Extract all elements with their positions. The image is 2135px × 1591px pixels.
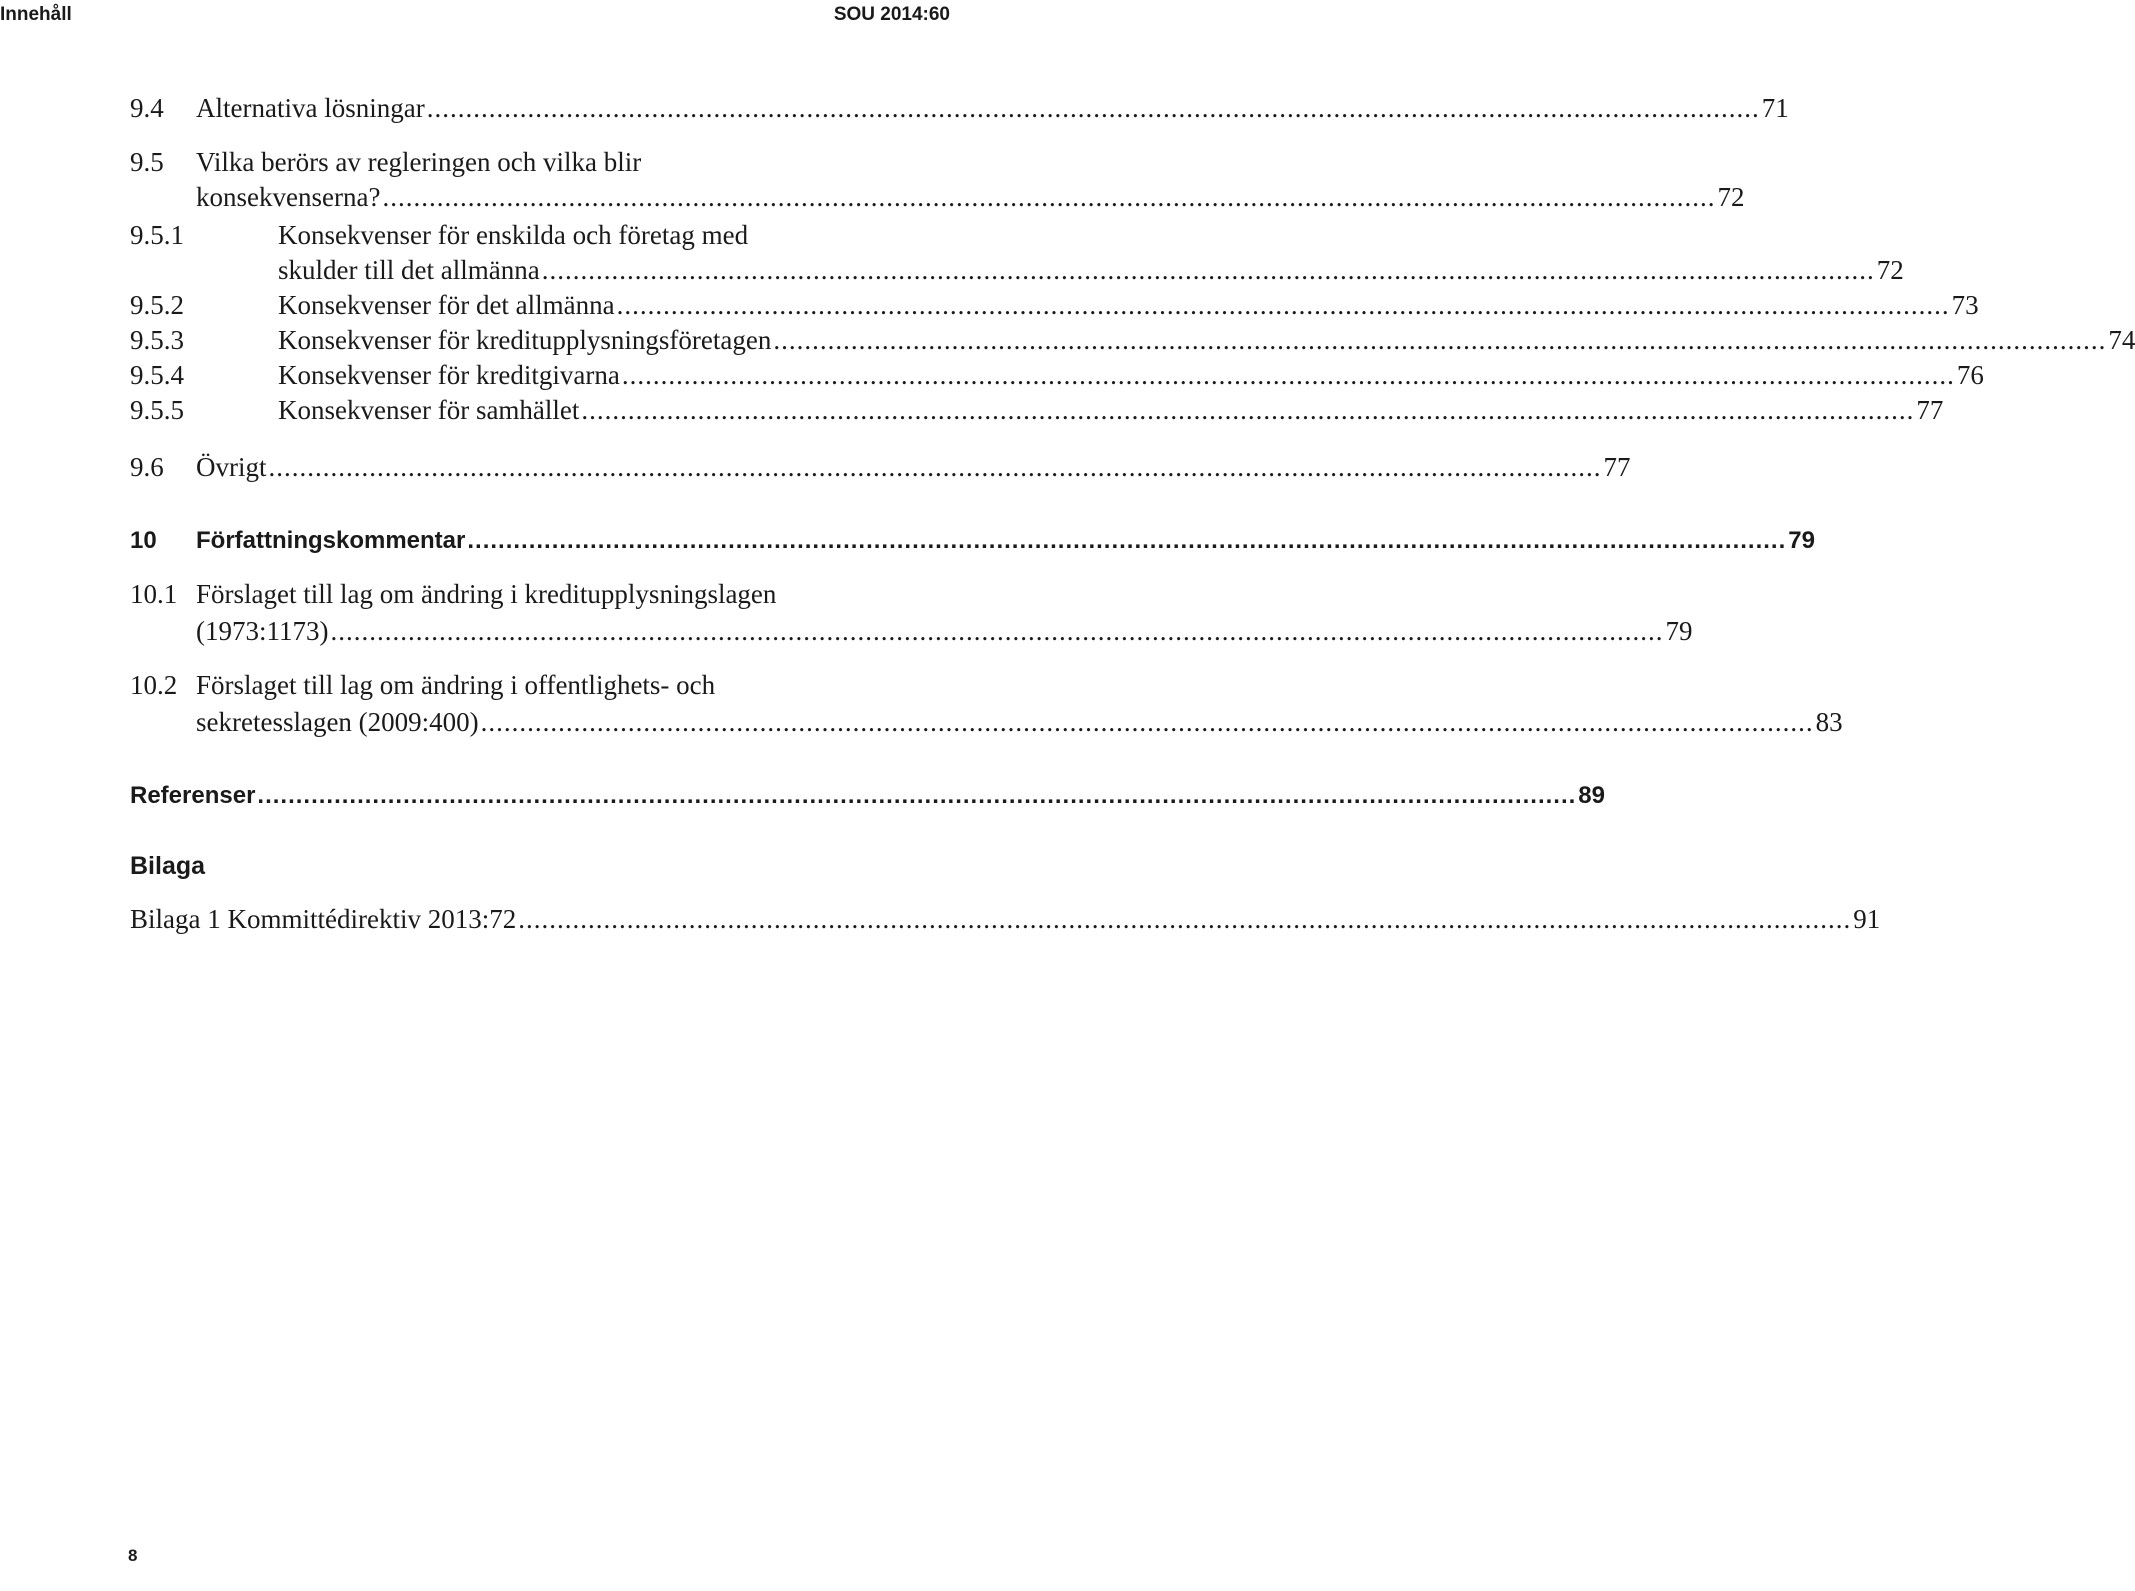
toc-entry-title-continued: sekretesslagen (2009:400) bbox=[196, 707, 479, 737]
toc-entry-title: Förslaget till lag om ändring i offentlighets- och bbox=[196, 670, 716, 700]
toc-chapter-title: Författningskommentar bbox=[196, 527, 466, 554]
toc-entry-number: 9.5.3 bbox=[130, 325, 184, 355]
toc-entry-number: 10.2 bbox=[130, 670, 178, 700]
toc-leader-dots: ............................................................................................................................................................................ bbox=[773, 325, 2107, 355]
toc-leader-dots: ............................................................................................................................................................................ bbox=[382, 182, 1716, 212]
toc-entry-title: Förslaget till lag om ändring i kreditupplysningslagen bbox=[196, 579, 777, 609]
toc-entry-number: 9.5 bbox=[130, 147, 164, 177]
toc-leader-dots: ............................................................................................................................................................................ bbox=[541, 255, 1875, 285]
page-number: 8 bbox=[128, 1546, 138, 1565]
toc-entry-number: 9.5.4 bbox=[130, 360, 184, 390]
toc-leader-dots: ............................................................................................................................................................................ bbox=[621, 360, 1955, 390]
toc-leader-dots: ............................................................................................................................................................................ bbox=[467, 527, 1787, 554]
toc-entry-number: 9.4 bbox=[130, 93, 164, 123]
toc-chapter-number: 10 bbox=[130, 527, 157, 554]
toc-chapter-page: 79 bbox=[1788, 527, 1815, 554]
toc-entry-page: 76 bbox=[1956, 360, 1984, 390]
toc-entry-page: 71 bbox=[1761, 93, 1789, 123]
toc-entry-page: 77 bbox=[1603, 452, 1631, 482]
toc-references-page: 89 bbox=[1578, 782, 1605, 809]
toc-entry-page: 83 bbox=[1815, 707, 1843, 737]
toc-entry-title: Vilka berörs av regleringen och vilka blir bbox=[196, 147, 642, 177]
toc-appendix-heading: Bilaga bbox=[130, 852, 206, 880]
toc-entry-title-continued: konsekvenserna? bbox=[196, 182, 381, 212]
toc-entry-title-continued: (1973:1173) bbox=[196, 616, 329, 646]
toc-entry-title: Konsekvenser för samhället bbox=[278, 395, 580, 425]
toc-leader-dots: ............................................................................................................................................................................ bbox=[480, 707, 1814, 737]
toc-entry-number: 9.5.5 bbox=[130, 395, 184, 425]
running-header-left: Innehåll bbox=[0, 4, 72, 25]
toc-entry-title: Övrigt bbox=[196, 452, 267, 482]
toc-leader-dots: ............................................................................................................................................................................ bbox=[581, 395, 1915, 425]
toc-entry-page: 72 bbox=[1717, 182, 1745, 212]
toc-entry-title: Alternativa lösningar bbox=[196, 93, 425, 123]
toc-leader-dots: ............................................................................................................................................................................ bbox=[330, 616, 1664, 646]
toc-appendix-title: Bilaga 1 Kommittédirektiv 2013:72 bbox=[130, 904, 517, 934]
toc-references-title: Referenser bbox=[130, 782, 256, 809]
toc-leader-dots: ............................................................................................................................................................................ bbox=[518, 904, 1852, 934]
toc-entry-number: 9.5.2 bbox=[130, 290, 184, 320]
toc-entry-title: Konsekvenser för det allmänna bbox=[278, 290, 615, 320]
toc-appendix-page: 91 bbox=[1853, 904, 1881, 934]
running-header-right: SOU 2014:60 bbox=[833, 4, 950, 25]
toc-leader-dots: ............................................................................................................................................................................ bbox=[616, 290, 1950, 320]
toc-entry-page: 77 bbox=[1916, 395, 1944, 425]
toc-leader-dots: ............................................................................................................................................................................ bbox=[426, 93, 1760, 123]
toc-entry-title-continued: skulder till det allmänna bbox=[278, 255, 540, 285]
toc-entry-page: 73 bbox=[1951, 290, 1979, 320]
toc-entry-page: 74 bbox=[2108, 325, 2135, 355]
toc-entry-page: 79 bbox=[1665, 616, 1693, 646]
toc-entry-title: Konsekvenser för kreditupplysningsföretagen bbox=[278, 325, 772, 355]
toc-leader-dots: ............................................................................................................................................................................ bbox=[257, 782, 1577, 809]
toc-entry-number: 9.5.1 bbox=[130, 220, 184, 250]
toc-entry-number: 10.1 bbox=[130, 579, 178, 609]
toc-entry-title: Konsekvenser för enskilda och företag med bbox=[278, 220, 749, 250]
toc-leader-dots: ............................................................................................................................................................................ bbox=[268, 452, 1602, 482]
toc-entry-page: 72 bbox=[1876, 255, 1904, 285]
toc-entry-number: 9.6 bbox=[130, 452, 164, 482]
toc-entry-title: Konsekvenser för kreditgivarna bbox=[278, 360, 620, 390]
